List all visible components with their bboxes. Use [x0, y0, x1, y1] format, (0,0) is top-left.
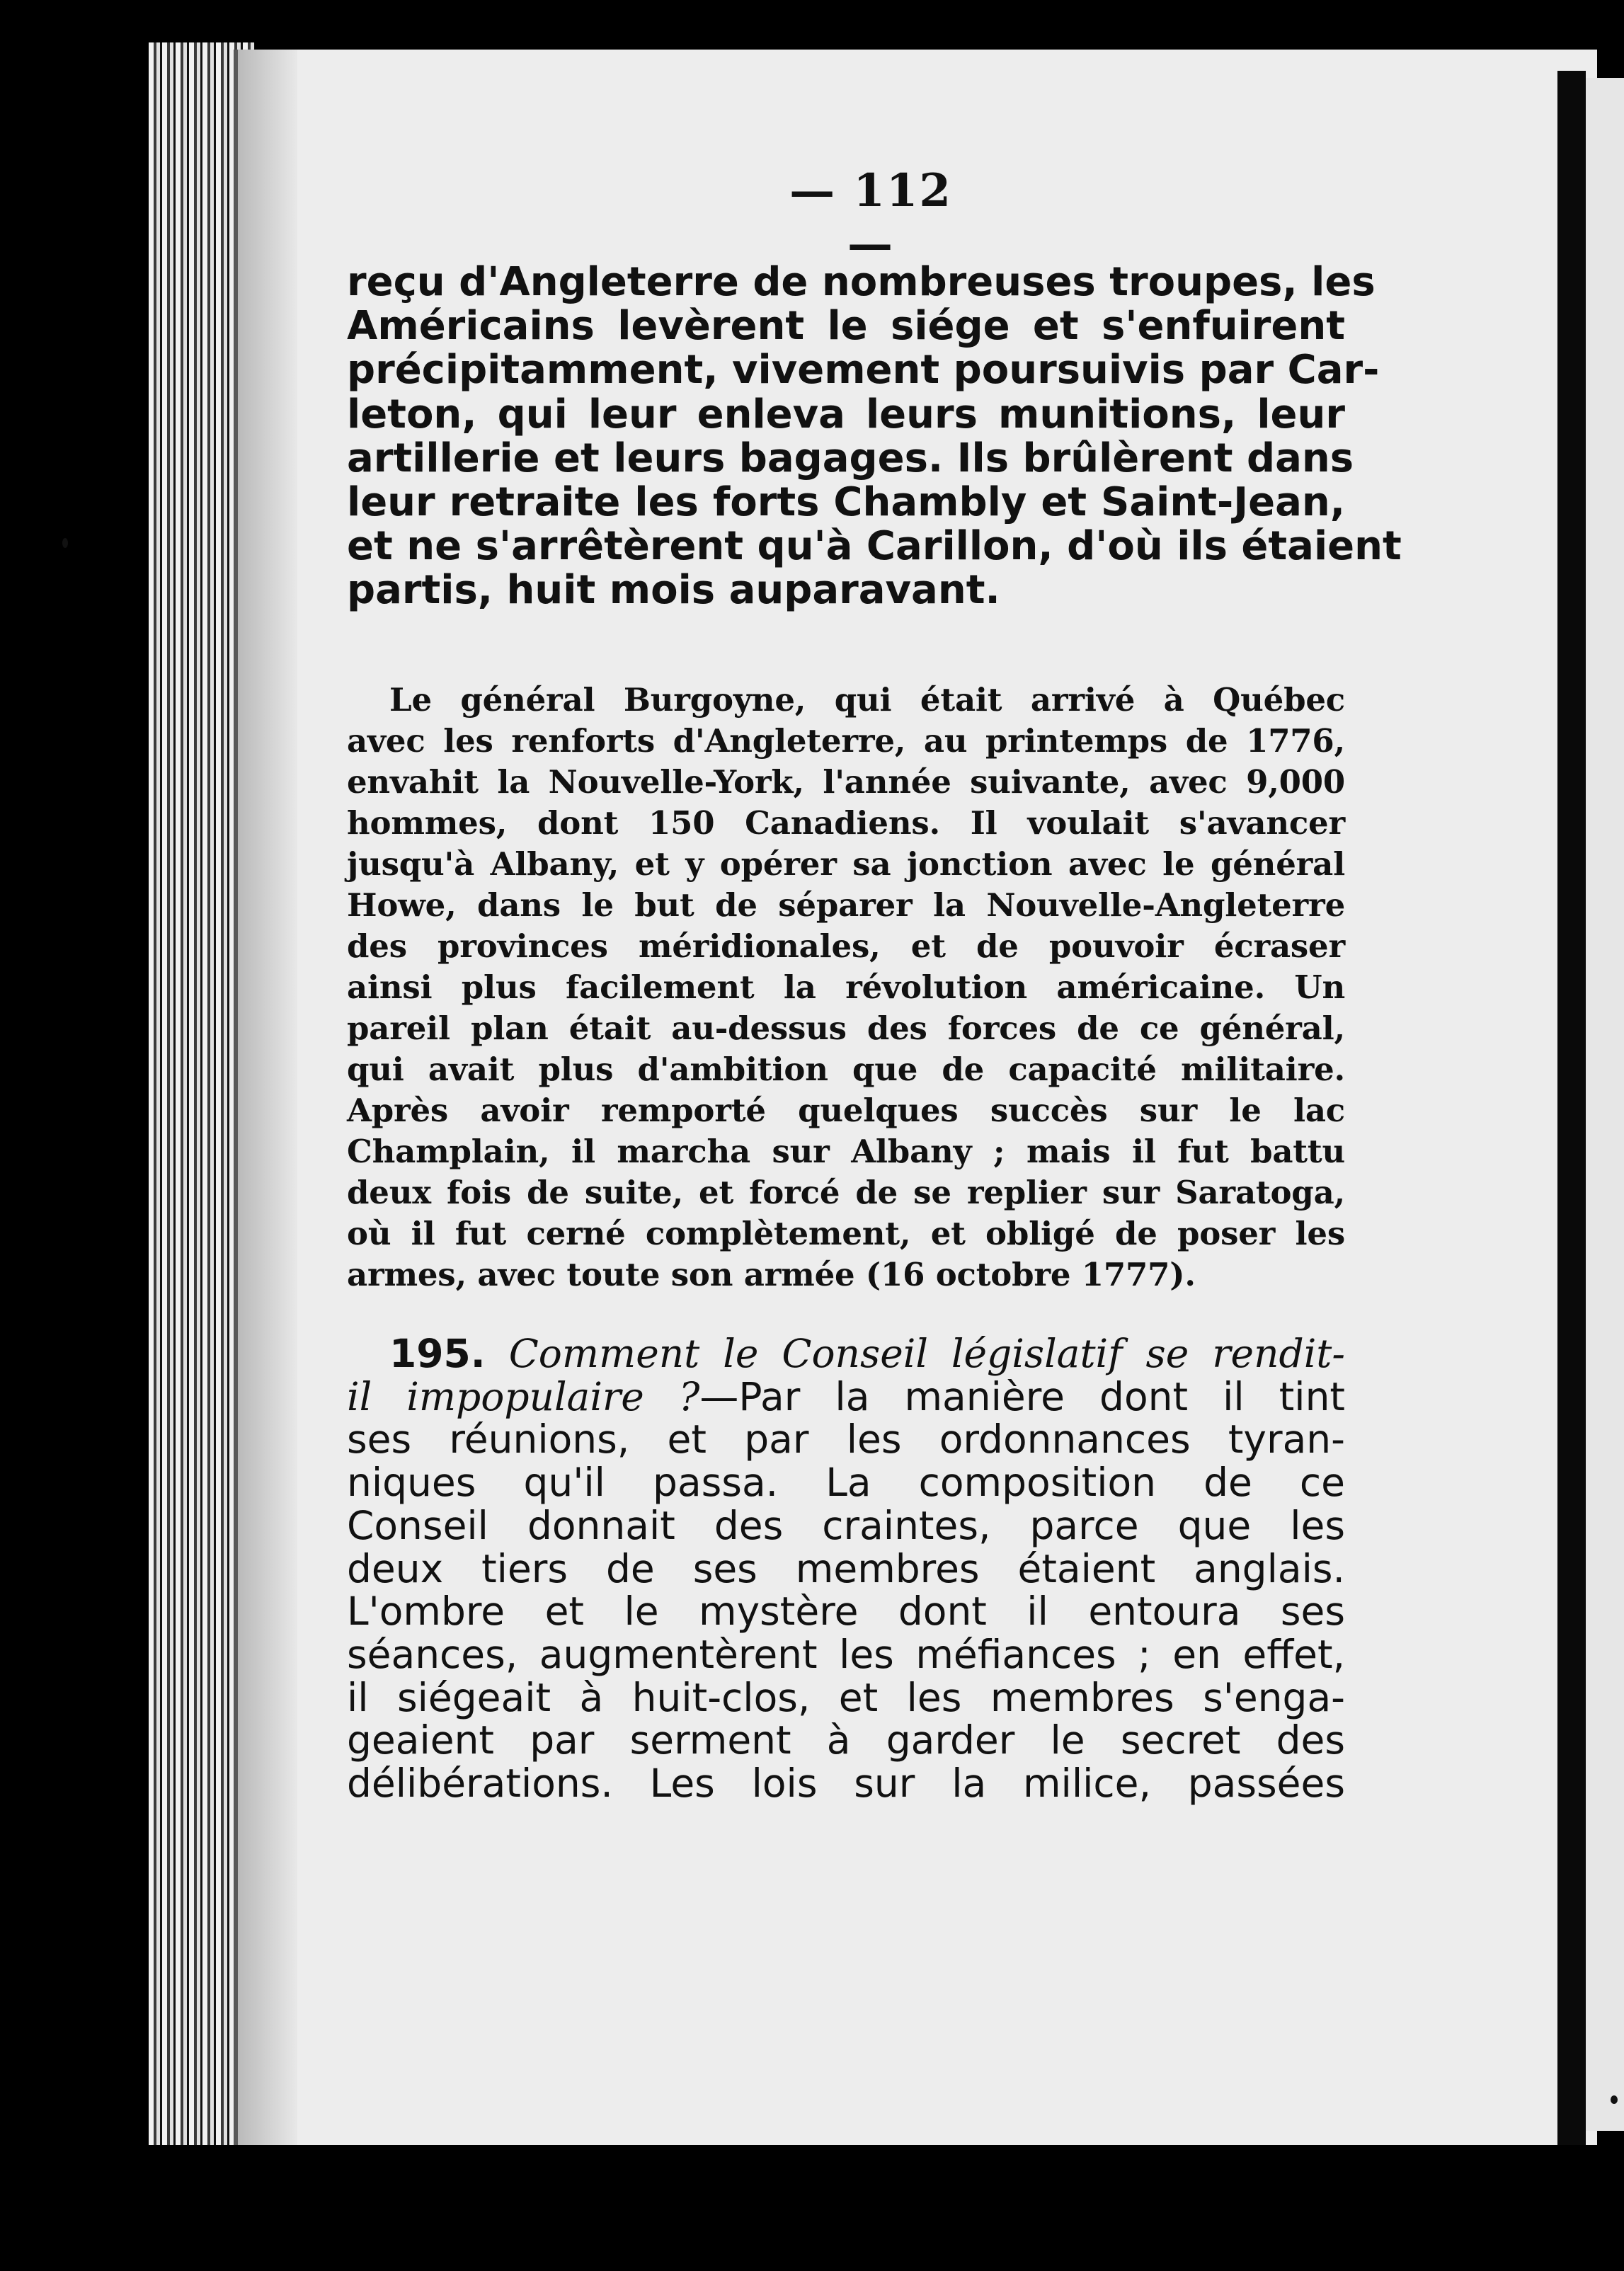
answer-text: —Par la manière dont il tint [699, 1373, 1346, 1419]
text-line: précipitamment, vivement poursuivis par Car- [347, 347, 1380, 394]
text-line: des provinces méridionales, et de pouvoir écraser [347, 927, 1345, 965]
question-line [347, 1332, 1345, 1375]
text-line: il siégeait à huit-clos, et les membres s'enga- [347, 1674, 1345, 1720]
text-line: L'ombre et le mystère dont il entoura ses [347, 1589, 1345, 1635]
text-line: Le général Burgoyne, qui était arrivé à Québec [389, 681, 1345, 719]
paragraph-continued [347, 259, 1402, 614]
text-line: Champlain, il marcha sur Albany ; mais il fut battu [347, 1133, 1345, 1170]
question-number: 195. [389, 1331, 486, 1376]
text-line: niques qu'il passa. La composition de ce [347, 1460, 1345, 1506]
question-text: Comment le Conseil législatif se rendit- [508, 1331, 1345, 1376]
text-line: où il fut cerné complètement, et obligé de poser les [347, 1215, 1345, 1252]
text-line: avec les renforts d'Angleterre, au printemps de 1776, [347, 722, 1345, 760]
text-line: envahit la Nouvelle-York, l'année suivante, avec 9,000 [347, 763, 1345, 801]
text-line: Conseil donnait des craintes, parce que les [347, 1502, 1345, 1548]
question-paragraph [347, 1332, 1345, 1805]
text-line: qui avait plus d'ambition que de capacité militaire. [347, 1051, 1345, 1088]
page-number: — 112 — [789, 164, 952, 270]
text-line: leton, qui leur enleva leurs munitions, leur [347, 391, 1345, 437]
facing-page-sliver [1586, 78, 1624, 2131]
text-line: Howe, dans le but de séparer la Nouvelle-Angleterre [347, 886, 1345, 924]
text-line: jusqu'à Albany, et y opérer sa jonction avec le général [347, 845, 1345, 883]
page-binding-shadow [234, 50, 297, 2145]
page-gutter [1557, 71, 1586, 2145]
text-line: partis, huit mois auparavant. [347, 567, 1000, 614]
question-text: il impopulaire ? [347, 1373, 700, 1419]
text-line: leur retraite les forts Chambly et Saint-Jean, [347, 479, 1345, 526]
question-answer-line [347, 1375, 1345, 1419]
text-line: armes, avec toute son armée (16 octobre 1777). [347, 1256, 1196, 1293]
text-line: Américains levèrent le siége et s'enfuirent [347, 303, 1345, 350]
text-line: et ne s'arrêtèrent qu'à Carillon, d'où ils étaient [347, 523, 1402, 570]
text-line: reçu d'Angleterre de nombreuses troupes, les [347, 259, 1376, 305]
small-print-paragraph [347, 680, 1345, 1295]
text-line: pareil plan était au-dessus des forces de ce général, [347, 1009, 1345, 1047]
scan-border [0, 2145, 1624, 2271]
text-line: ainsi plus facilement la révolution américaine. Un [347, 968, 1345, 1006]
text-line: artillerie et leurs bagages. Ils brûlèrent dans [347, 435, 1354, 481]
text-line: délibérations. Les lois sur la milice, passées [347, 1761, 1345, 1807]
text-line: ses réunions, et par les ordonnances tyran- [347, 1417, 1345, 1463]
scan-speck [62, 538, 68, 548]
text-line: geaient par serment à garder le secret des [347, 1717, 1345, 1763]
text-line: séances, augmentèrent les méfiances ; en effet, [347, 1631, 1345, 1677]
text-line: hommes, dont 150 Canadiens. Il voulait s'avancer [347, 804, 1345, 842]
text-line: deux tiers de ses membres étaient anglais. [347, 1545, 1345, 1591]
text-line: deux fois de suite, et forcé de se replier sur Saratoga, [347, 1174, 1345, 1211]
text-line: Après avoir remporté quelques succès sur le lac [347, 1092, 1345, 1129]
scan-speck [1611, 2095, 1618, 2104]
